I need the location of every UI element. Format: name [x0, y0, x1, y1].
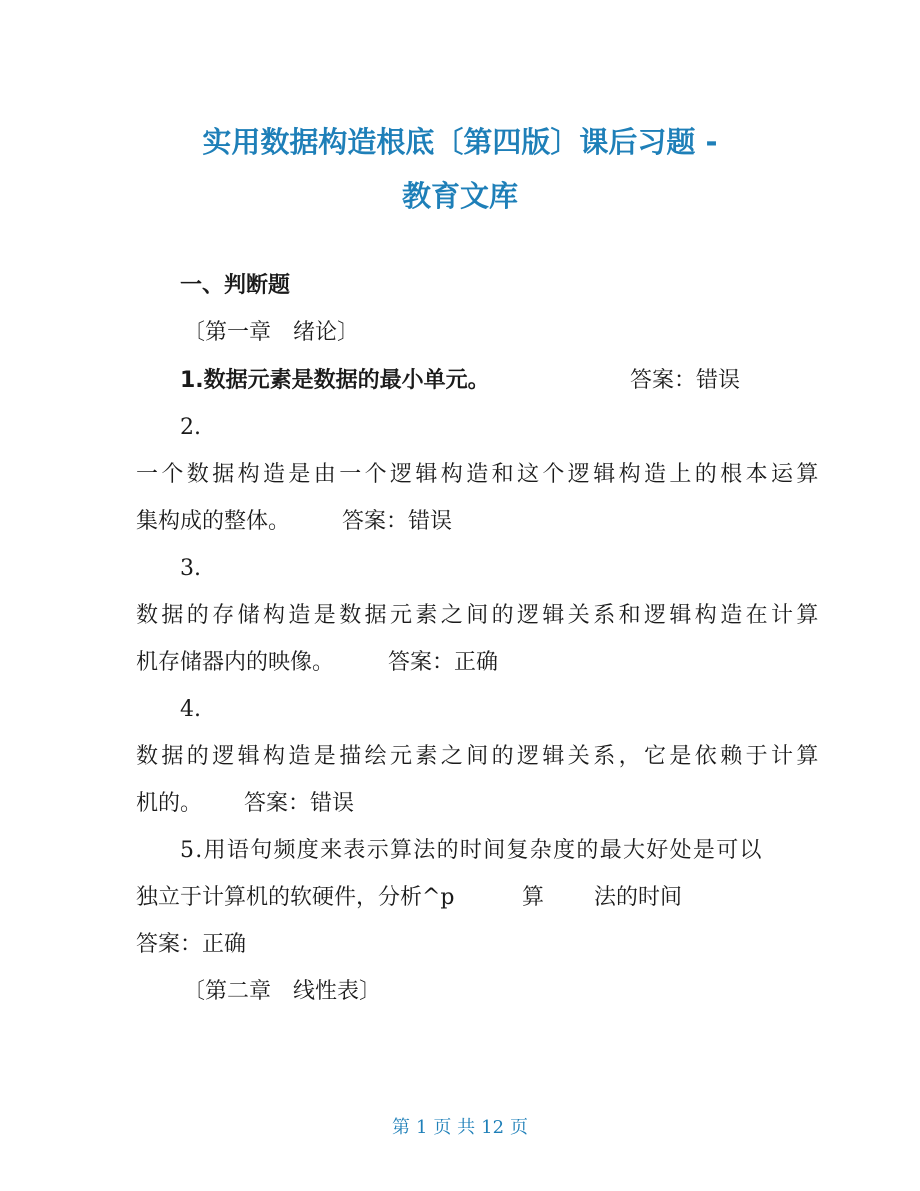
question-5-answer: 答案：正确 — [136, 932, 247, 957]
footer-middle: 页 共 — [433, 1117, 476, 1138]
question-4-line2: 机的。 — [136, 791, 203, 816]
footer-page-number: 1 — [415, 1117, 428, 1138]
chapter-heading-1: 〔第一章 绪论〕 — [183, 320, 360, 345]
question-3-number: 3. — [180, 556, 201, 581]
footer-suffix: 页 — [510, 1117, 529, 1138]
question-3-answer: 答案：正确 — [388, 650, 499, 675]
question-5-line2-part3: 法的时间 — [594, 885, 683, 910]
question-5-line1: 5.用语句频度来表示算法的时间复杂度的最大好处是可以 — [180, 838, 763, 863]
question-3-line2: 机存储器内的映像。 — [136, 650, 335, 675]
question-2-number: 2. — [180, 415, 201, 440]
question-2-answer: 答案：错误 — [342, 509, 453, 534]
question-2-line2: 集构成的整体。 — [136, 509, 291, 534]
question-1-answer: 答案：错误 — [630, 368, 741, 393]
question-4-line1: 数据的逻辑构造是描绘元素之间的逻辑关系，它是依赖于计算 — [136, 744, 822, 769]
question-4-answer: 答案：错误 — [244, 791, 355, 816]
question-4-number: 4. — [180, 697, 201, 722]
question-5-line2-part2: 算 — [522, 885, 545, 910]
document-title-line1: 实用数据构造根底〔第四版〕课后习题 - — [202, 125, 718, 159]
section-heading: 一、判断题 — [180, 273, 291, 298]
question-3-line1: 数据的存储构造是数据元素之间的逻辑关系和逻辑构造在计算 — [136, 603, 822, 628]
question-2-line1: 一个数据构造是由一个逻辑构造和这个逻辑构造上的根本运算 — [136, 462, 822, 487]
question-1-text: 1.数据元素是数据的最小单元。 — [180, 368, 490, 393]
footer-prefix: 第 — [391, 1117, 410, 1138]
page-footer — [0, 1113, 920, 1139]
footer-total-pages: 12 — [481, 1117, 505, 1138]
document-title-line2: 教育文库 — [401, 179, 518, 213]
question-5-line2: 独立于计算机的软硬件，分析^p — [136, 885, 455, 910]
chapter-heading-2: 〔第二章 线性表〕 — [183, 979, 382, 1004]
